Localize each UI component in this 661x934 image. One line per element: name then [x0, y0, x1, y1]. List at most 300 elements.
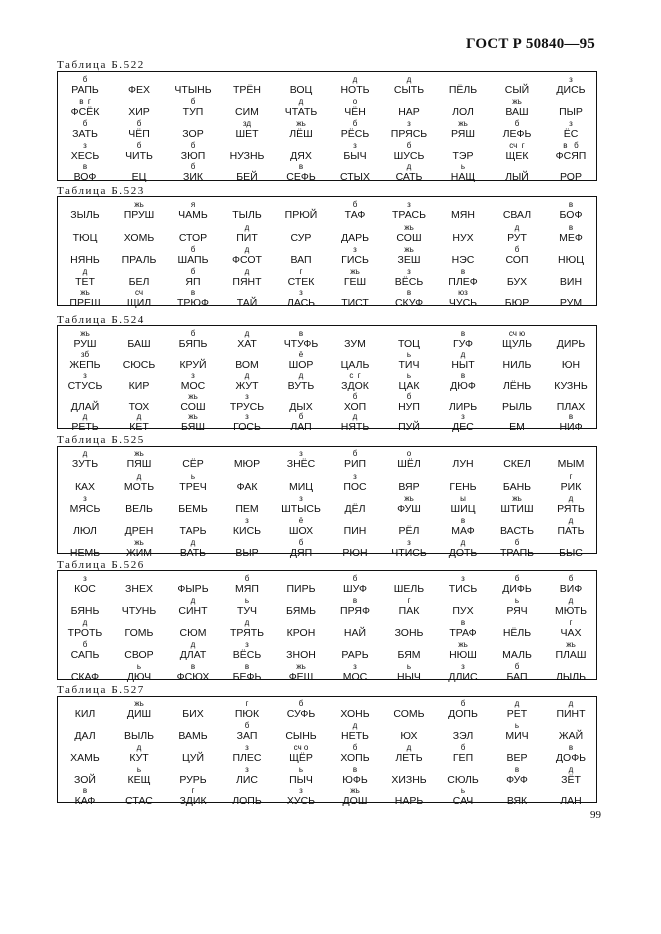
table-row: [58, 392, 596, 414]
phonetic-annotation: в: [460, 516, 466, 525]
test-word: ВЫЛЬ: [123, 730, 155, 742]
phonetic-annotation: б: [568, 574, 574, 583]
phonetic-annotation: б: [514, 574, 520, 583]
phonetic-annotation: з: [299, 786, 303, 795]
test-word: ШОР: [288, 359, 314, 371]
phonetic-annotation: д: [568, 516, 574, 525]
table-row: [58, 662, 596, 684]
phonetic-annotation: жь: [134, 538, 144, 547]
phonetic-annotation: сч о: [293, 743, 309, 752]
test-word: ЛАН: [560, 795, 582, 807]
test-word: ЖУТ: [235, 380, 259, 392]
test-word: КРОН: [286, 627, 316, 639]
test-word: НЕТЬ: [341, 730, 369, 742]
test-word: МОТЬ: [123, 481, 155, 493]
test-word: КАФ: [74, 795, 96, 807]
test-word: ЕЦ: [131, 171, 147, 183]
test-word: ВАМЬ: [178, 730, 208, 742]
test-word: ШТЫСЬ: [281, 503, 321, 515]
test-word: СОШ: [396, 232, 422, 244]
test-word: ТАЙ: [236, 297, 258, 309]
table-row: [58, 494, 596, 516]
table-row: [58, 267, 596, 289]
table-row: [58, 245, 596, 267]
test-word: НЯТЬ: [340, 421, 370, 433]
test-word: ФУШ: [397, 503, 421, 515]
test-word: НЭС: [451, 254, 475, 266]
phonetic-annotation: в: [190, 662, 196, 671]
phonetic-annotation: б: [352, 449, 358, 458]
test-word: СЕФЬ: [286, 171, 316, 183]
test-word: ТУЧ: [236, 605, 258, 617]
test-word: ЛЮЛ: [73, 525, 97, 537]
phonetic-annotation: жь: [512, 97, 522, 106]
phonetic-annotation: в: [460, 371, 466, 380]
test-word: НЫЧ: [397, 671, 421, 683]
phonetic-annotation: г: [299, 267, 303, 276]
phonetic-annotation: жь: [512, 494, 522, 503]
phonetic-annotation: з: [299, 494, 303, 503]
phonetic-annotation: д: [568, 494, 574, 503]
test-word: САПЬ: [70, 649, 100, 661]
test-word: ПУЙ: [398, 421, 420, 433]
test-word: ЗДИК: [179, 795, 207, 807]
table-row: [58, 200, 596, 222]
phonetic-annotation: жь: [350, 267, 360, 276]
test-word: ПЮК: [234, 708, 260, 720]
phonetic-annotation: б: [352, 200, 358, 209]
phonetic-annotation: б: [406, 392, 412, 401]
test-word: КИР: [128, 380, 150, 392]
phonetic-annotation: в: [190, 288, 196, 297]
phonetic-annotation: д: [568, 699, 574, 708]
test-word: ПИНТ: [556, 708, 586, 720]
test-word: ЗНЁС: [286, 458, 316, 470]
test-word: ВАТЬ: [179, 547, 207, 559]
test-word: ПЕМ: [235, 503, 259, 515]
test-word: ЧТУФЬ: [283, 338, 319, 350]
phonetic-annotation: в: [406, 288, 412, 297]
test-word: РИП: [343, 458, 367, 470]
phonetic-annotation: з: [569, 75, 573, 84]
table-row: [58, 516, 596, 538]
table-row: [58, 538, 596, 560]
test-word: ЧИТЬ: [125, 150, 153, 162]
phonetic-annotation: жь: [188, 392, 198, 401]
test-word: ФУФ: [506, 774, 528, 786]
phonetic-annotation: в: [568, 743, 574, 752]
test-word: ПИН: [343, 525, 367, 537]
test-word: ХЕСЬ: [70, 150, 100, 162]
phonetic-annotation: д: [190, 640, 196, 649]
test-word: ЧУСЬ: [448, 297, 478, 309]
test-word: ЗЁТ: [561, 774, 581, 786]
phonetic-annotation: в: [352, 596, 358, 605]
phonetic-annotation: д: [244, 371, 250, 380]
phonetic-annotation: в: [568, 200, 574, 209]
test-word: СИМ: [235, 106, 259, 118]
phonetic-annotation: з: [245, 765, 249, 774]
phonetic-annotation: в: [298, 329, 304, 338]
test-word: РУТ: [507, 232, 527, 244]
table-row: [58, 449, 596, 471]
test-word: РЫЛЬ: [501, 401, 533, 413]
phonetic-annotation: д: [460, 350, 466, 359]
test-word: ЛЁНЬ: [502, 380, 532, 392]
phonetic-annotation: з: [407, 200, 411, 209]
phonetic-annotation: в: [460, 329, 466, 338]
test-word: НУХ: [452, 232, 474, 244]
test-word: ШУФ: [343, 583, 367, 595]
phonetic-annotation: б: [244, 574, 250, 583]
test-word: ЩЕК: [505, 150, 529, 162]
test-word: СЮМ: [179, 627, 207, 639]
test-word: БЕЙ: [236, 171, 258, 183]
table-row: [58, 743, 596, 765]
phonetic-annotation: б: [244, 721, 250, 730]
test-word: ФСЮХ: [176, 671, 210, 683]
test-word: ТРЁН: [232, 84, 261, 96]
test-word: СОП: [505, 254, 529, 266]
phonetic-annotation: д: [244, 245, 250, 254]
test-word: ФЕХ: [128, 84, 150, 96]
test-word: СКАФ: [70, 671, 100, 683]
table-row: [58, 412, 596, 434]
test-word: РЕТ: [506, 708, 528, 720]
test-word: ПЁЛЬ: [448, 84, 478, 96]
test-word: БЕМЬ: [178, 503, 208, 515]
test-word: ЕМ: [509, 421, 525, 433]
test-word: ХАТ: [237, 338, 257, 350]
test-word: ЦУЙ: [182, 752, 204, 764]
test-word: БЫЧ: [343, 150, 367, 162]
phonetic-annotation: жь: [458, 119, 468, 128]
phonetic-annotation: ь: [460, 786, 466, 795]
test-word: ГЕШ: [343, 276, 367, 288]
phonetic-annotation: ё: [298, 516, 304, 525]
test-word: СУР: [290, 232, 312, 244]
table-row: [58, 765, 596, 787]
test-word: ЧЁН: [344, 106, 366, 118]
test-word: ФСОТ: [232, 254, 262, 266]
test-word: ГИСЬ: [341, 254, 369, 266]
phonetic-annotation: в: [460, 267, 466, 276]
test-word: ФАК: [236, 481, 258, 493]
test-word: ЗНОН: [286, 649, 316, 661]
phonetic-annotation: ы: [460, 494, 466, 503]
phonetic-annotation: б: [352, 119, 358, 128]
phonetic-annotation: д: [460, 538, 466, 547]
test-word: ВЕР: [506, 752, 528, 764]
test-word: НОТЬ: [340, 84, 370, 96]
phonetic-annotation: в б: [563, 141, 579, 150]
phonetic-annotation: з: [461, 662, 465, 671]
test-word: ТЫЛЬ: [232, 209, 262, 221]
phonetic-annotation: жь: [80, 329, 90, 338]
test-word: ШТИШ: [500, 503, 534, 515]
phonetic-annotation: з: [407, 119, 411, 128]
test-word: ГОМЬ: [124, 627, 154, 639]
phonetic-annotation: з: [353, 245, 357, 254]
test-word: ЗДОК: [341, 380, 369, 392]
test-word: СОШ: [180, 401, 206, 413]
phonetic-annotation: зб: [80, 350, 90, 359]
phonetic-annotation: з: [191, 371, 195, 380]
phonetic-annotation: д: [514, 699, 520, 708]
table-row: [58, 371, 596, 393]
test-word: МЕФ: [559, 232, 583, 244]
test-word: ВАШ: [505, 106, 529, 118]
test-word: ШОХ: [288, 525, 314, 537]
phonetic-annotation: д: [352, 412, 358, 421]
test-word: ХУСЬ: [286, 795, 316, 807]
test-word: КИЛ: [74, 708, 96, 720]
phonetic-annotation: д: [298, 97, 304, 106]
table-caption: Таблица Б.525: [57, 434, 145, 446]
phonetic-annotation: д: [190, 538, 196, 547]
table-row: [58, 596, 596, 618]
test-word: ЛОЛ: [452, 106, 474, 118]
test-word: ЗОНЬ: [394, 627, 424, 639]
table-row: [58, 574, 596, 596]
test-word: ЛЕФЬ: [502, 128, 532, 140]
test-word: ХОМЬ: [123, 232, 155, 244]
phonetic-annotation: зд: [242, 119, 252, 128]
table-row: [58, 786, 596, 808]
phonetic-annotation: ь: [136, 662, 142, 671]
phonetic-annotation: б: [298, 538, 304, 547]
phonetic-annotation: б: [190, 329, 196, 338]
test-word: НАР: [398, 106, 420, 118]
test-word: ГОСЬ: [233, 421, 261, 433]
test-word: СВОР: [124, 649, 154, 661]
table-caption: Таблица Б.526: [57, 559, 145, 571]
test-word: РИК: [560, 481, 582, 493]
test-word: КОС: [74, 583, 96, 595]
phonetic-annotation: в: [568, 412, 574, 421]
table-row: [58, 75, 596, 97]
test-word: НАЙ: [343, 627, 367, 639]
test-word: ГЕНЬ: [449, 481, 477, 493]
table-row: [58, 618, 596, 640]
phonetic-annotation: о: [352, 97, 358, 106]
test-word: МЫМ: [557, 458, 585, 470]
test-word: МЮР: [233, 458, 261, 470]
phonetic-annotation: о: [406, 449, 412, 458]
phonetic-annotation: ь: [514, 596, 520, 605]
test-word: ЧТЫНЬ: [174, 84, 212, 96]
test-word: ВОМ: [235, 359, 259, 371]
phonetic-annotation: в: [298, 162, 304, 171]
test-word: ВЁСЬ: [394, 276, 424, 288]
phonetic-annotation: в: [460, 618, 466, 627]
phonetic-annotation: д: [136, 472, 142, 481]
test-word: СТУСЬ: [67, 380, 103, 392]
phonetic-annotation: б: [82, 640, 88, 649]
phonetic-annotation: д: [136, 743, 142, 752]
test-word: КЕЩ: [127, 774, 151, 786]
test-word: ЗЭЛ: [452, 730, 474, 742]
test-word: ПЫР: [559, 106, 583, 118]
test-word: ТРОТЬ: [67, 627, 103, 639]
phonetic-annotation: з: [299, 288, 303, 297]
phonetic-annotation: сч г: [509, 141, 525, 150]
test-word: ДОТЬ: [448, 547, 478, 559]
test-word: ЗЕШ: [397, 254, 421, 266]
test-word: КАХ: [74, 481, 96, 493]
table-row: [58, 288, 596, 310]
test-word: ТОЦ: [398, 338, 420, 350]
test-word: КИСЬ: [232, 525, 262, 537]
test-word: ЮФЬ: [342, 774, 368, 786]
phonetic-annotation: з: [353, 141, 357, 150]
test-word: ГУФ: [453, 338, 473, 350]
test-word: ЛАП: [290, 421, 312, 433]
phonetic-annotation: г: [569, 618, 573, 627]
test-word: МАФ: [451, 525, 475, 537]
phonetic-annotation: жь: [566, 640, 576, 649]
test-word: РУМ: [559, 297, 583, 309]
test-word: СКЕЛ: [503, 458, 531, 470]
test-word: ДЫХ: [289, 401, 313, 413]
test-word: МЯН: [451, 209, 475, 221]
phonetic-annotation: жь: [404, 494, 414, 503]
phonetic-annotation: з: [245, 516, 249, 525]
test-word: ХИР: [128, 106, 150, 118]
test-word: ПЛАШ: [555, 649, 587, 661]
phonetic-annotation: с г: [349, 371, 361, 380]
phonetic-annotation: в: [82, 786, 88, 795]
test-word: РЯШ: [451, 128, 475, 140]
test-word: ВОФ: [73, 171, 97, 183]
test-word: НЫТ: [451, 359, 475, 371]
test-word: НУП: [398, 401, 420, 413]
test-word: РЕТЬ: [71, 421, 99, 433]
test-word: ШАПЬ: [177, 254, 209, 266]
word-table: [57, 196, 597, 309]
phonetic-annotation: в: [514, 765, 520, 774]
phonetic-annotation: д: [352, 75, 358, 84]
phonetic-annotation: ё: [298, 350, 304, 359]
phonetic-annotation: ь: [298, 765, 304, 774]
test-word: БЯМЬ: [286, 605, 316, 617]
phonetic-annotation: д: [244, 329, 250, 338]
test-word: ЗОЙ: [74, 774, 96, 786]
test-word: САЧ: [452, 795, 474, 807]
test-word: ПАК: [398, 605, 420, 617]
test-word: ВЁСЬ: [232, 649, 262, 661]
phonetic-annotation: д: [82, 449, 88, 458]
test-word: СОМЬ: [393, 708, 425, 720]
phonetic-annotation: б: [82, 119, 88, 128]
test-word: ЗУТЬ: [71, 458, 99, 470]
test-word: МЮТЬ: [554, 605, 588, 617]
phonetic-annotation: з: [353, 662, 357, 671]
test-word: ТРЯТЬ: [229, 627, 265, 639]
test-word: ПЛАХ: [556, 401, 586, 413]
phonetic-annotation: г: [407, 596, 411, 605]
phonetic-annotation: б: [82, 75, 88, 84]
test-word: ПРЕШ: [69, 297, 101, 309]
test-word: ЧАХ: [560, 627, 582, 639]
test-word: ДЯХ: [290, 150, 312, 162]
word-table: [57, 446, 597, 559]
test-word: ПЛЕФ: [448, 276, 478, 288]
test-word: САТЬ: [395, 171, 423, 183]
test-word: НУЗНЬ: [229, 150, 265, 162]
test-word: СЮЛЬ: [447, 774, 479, 786]
test-word: ХИЗНЬ: [391, 774, 427, 786]
test-word: БОФ: [559, 209, 583, 221]
phonetic-annotation: д: [406, 162, 412, 171]
test-word: ДИСЬ: [556, 84, 586, 96]
phonetic-annotation: ь: [514, 721, 520, 730]
test-word: ФСЯП: [555, 150, 587, 162]
test-word: ПИТ: [236, 232, 258, 244]
phonetic-annotation: д: [82, 412, 88, 421]
table-row: [58, 721, 596, 743]
phonetic-annotation: ь: [190, 472, 196, 481]
test-word: ВИН: [559, 276, 583, 288]
test-word: КРУЙ: [179, 359, 207, 371]
test-word: РАРЬ: [341, 649, 369, 661]
test-word: ТРАСЬ: [392, 209, 426, 221]
test-word: ЩУЛЬ: [502, 338, 532, 350]
word-table: [57, 696, 597, 807]
test-word: НЮЦ: [558, 254, 584, 266]
phonetic-annotation: д: [82, 618, 88, 627]
phonetic-annotation: б: [352, 392, 358, 401]
table-caption: Таблица Б.527: [57, 684, 145, 696]
phonetic-annotation: б: [136, 141, 142, 150]
test-word: ЧЁП: [128, 128, 150, 140]
test-word: БЯПЬ: [178, 338, 208, 350]
table-row: [58, 472, 596, 494]
phonetic-annotation: з: [245, 392, 249, 401]
phonetic-annotation: з: [569, 119, 573, 128]
test-word: БЕЛ: [128, 276, 150, 288]
test-word: БЮР: [504, 297, 530, 309]
test-word: ФСЁК: [70, 106, 100, 118]
test-word: ТИСЬ: [448, 583, 478, 595]
phonetic-annotation: з: [299, 449, 303, 458]
test-word: ВЫР: [235, 547, 259, 559]
table-row: [58, 640, 596, 662]
phonetic-annotation: ь: [136, 765, 142, 774]
test-word: БАШ: [127, 338, 151, 350]
test-word: КЕТ: [129, 421, 149, 433]
test-word: ТРАПЬ: [499, 547, 535, 559]
test-word: ХАМЬ: [70, 752, 100, 764]
table-row: [58, 350, 596, 372]
test-word: ЖЕПЬ: [69, 359, 101, 371]
test-word: МОС: [342, 671, 368, 683]
phonetic-annotation: д: [244, 223, 250, 232]
test-word: ЗЮП: [180, 150, 206, 162]
table-caption: Таблица Б.523: [57, 185, 145, 197]
test-word: РЁЛ: [398, 525, 420, 537]
phonetic-annotation: жь: [404, 245, 414, 254]
phonetic-annotation: б: [190, 162, 196, 171]
phonetic-annotation: в г: [79, 97, 91, 106]
phonetic-annotation: б: [298, 699, 304, 708]
test-word: СТАС: [125, 795, 153, 807]
test-word: ЮН: [561, 359, 581, 371]
phonetic-annotation: з: [407, 267, 411, 276]
test-word: НЕМЬ: [69, 547, 101, 559]
phonetic-annotation: з: [245, 412, 249, 421]
test-word: ДЮЧ: [126, 671, 152, 683]
